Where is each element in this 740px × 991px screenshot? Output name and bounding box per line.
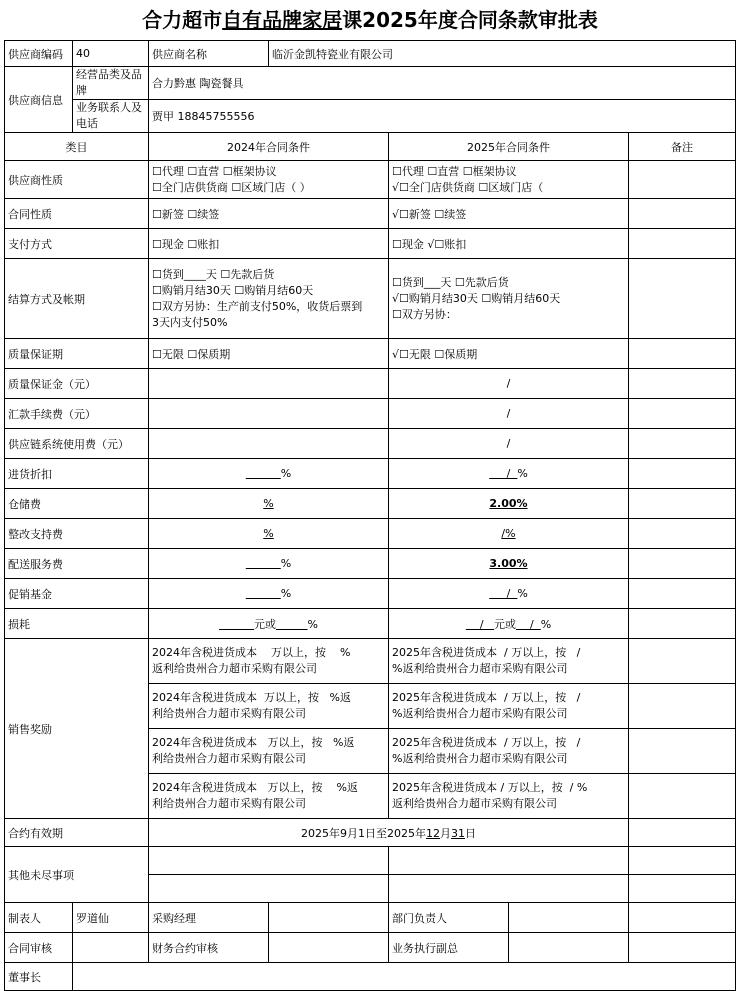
- remark-cell: [629, 369, 736, 399]
- header-2025: 2025年合同条件: [389, 133, 629, 161]
- dept-name: 自有品牌家居: [222, 8, 343, 32]
- remark-cell: [629, 229, 736, 259]
- delivery-2025: 3.00%: [389, 549, 629, 579]
- contact-phone: 贾甲 18845755556: [149, 100, 736, 133]
- supplier-code-label: 供应商编码: [5, 41, 73, 67]
- promo-2025: / %: [389, 579, 629, 609]
- remark-cell: [629, 609, 736, 639]
- promo-label: 促销基金: [5, 579, 149, 609]
- finance-review-sign: [269, 933, 389, 963]
- other-label: 其他未尽事项: [5, 847, 149, 903]
- preparer-name: 罗道仙: [73, 903, 149, 933]
- promo-2024: %: [149, 579, 389, 609]
- other-2024: [149, 847, 389, 875]
- remit-fee-2024: [149, 399, 389, 429]
- sales-reward-2024: 2024年含税进货成本 万以上，按 %返 利给贵州合力超市采购有限公司: [149, 774, 389, 819]
- remark-cell: [629, 819, 736, 847]
- warranty-2025: √☐无限 ☐保质期: [389, 339, 629, 369]
- sales-reward-2024: 2024年含税进货成本 万以上，按 %返 利给贵州合力超市采购有限公司: [149, 684, 389, 729]
- category-brand: 合力黔惠 陶瓷餐具: [149, 67, 736, 100]
- remark-cell: [629, 459, 736, 489]
- chairman-sign: [73, 963, 736, 991]
- preparer-label: 制表人: [5, 903, 73, 933]
- supplier-nature-2025: ☐代理 ☐直营 ☐框架协议 √☐全门店供货商 ☐区域门店（: [389, 161, 629, 199]
- remark-cell: [629, 429, 736, 459]
- contract-nature-label: 合同性质: [5, 199, 149, 229]
- buyer-manager-sign: [269, 903, 389, 933]
- blank-cell: [629, 933, 736, 963]
- supplier-name-label: 供应商名称: [149, 41, 269, 67]
- vp-label: 业务执行副总: [389, 933, 509, 963]
- form-title: 合力超市自有品牌家居课2025年度合同条款审批表: [142, 8, 598, 32]
- loss-label: 损耗: [5, 609, 149, 639]
- blank-cell: [629, 903, 736, 933]
- remark-cell: [629, 259, 736, 339]
- remark-cell: [629, 399, 736, 429]
- scm-fee-2025: /: [389, 429, 629, 459]
- remit-fee-2025: /: [389, 399, 629, 429]
- remark-cell: [629, 875, 736, 903]
- storage-2024: %: [149, 489, 389, 519]
- remark-cell: [629, 549, 736, 579]
- supplier-nature-label: 供应商性质: [5, 161, 149, 199]
- scm-fee-label: 供应链系统使用费（元）: [5, 429, 149, 459]
- validity-period: 2025年9月1日至2025年12月31日: [149, 819, 629, 847]
- discount-2025: / %: [389, 459, 629, 489]
- loss-2024: 元或 %: [149, 609, 389, 639]
- settlement-label: 结算方式及帐期: [5, 259, 149, 339]
- remark-cell: [629, 639, 736, 684]
- header-2024: 2024年合同条件: [149, 133, 389, 161]
- remark-cell: [629, 729, 736, 774]
- deposit-2025: /: [389, 369, 629, 399]
- supplier-info-label: 供应商信息: [5, 67, 73, 133]
- deposit-label: 质量保证金（元）: [5, 369, 149, 399]
- discount-2024: %: [149, 459, 389, 489]
- deposit-2024: [149, 369, 389, 399]
- warranty-label: 质量保证期: [5, 339, 149, 369]
- remark-cell: [629, 684, 736, 729]
- contact-label: 业务联系人及电话: [73, 100, 149, 133]
- finance-review-label: 财务合约审核: [149, 933, 269, 963]
- other-2025: [389, 847, 629, 875]
- category-brand-label: 经营品类及品牌: [73, 67, 149, 100]
- payment-label: 支付方式: [5, 229, 149, 259]
- remark-cell: [629, 339, 736, 369]
- validity-label: 合约有效期: [5, 819, 149, 847]
- delivery-label: 配送服务费: [5, 549, 149, 579]
- other-2025: [389, 875, 629, 903]
- remark-cell: [629, 489, 736, 519]
- payment-2025: ☐现金 √☐账扣: [389, 229, 629, 259]
- remark-cell: [629, 847, 736, 875]
- settlement-2024: ☐货到____天 ☐先款后货 ☐购销月结30天 ☐购销月结60天 ☐双方另协：生产前支付50%，收货后票到 3天内支付50%: [149, 259, 389, 339]
- contract-review-sign: [73, 933, 149, 963]
- contract-nature-2025: √☐新签 ☐续签: [389, 199, 629, 229]
- sales-reward-2024: 2024年含税进货成本 万以上，按 %返 利给贵州合力超市采购有限公司: [149, 729, 389, 774]
- scm-fee-2024: [149, 429, 389, 459]
- sales-reward-label: 销售奖励: [5, 639, 149, 819]
- rectify-label: 整改支持费: [5, 519, 149, 549]
- approval-table: [4, 40, 736, 991]
- remark-cell: [629, 199, 736, 229]
- settlement-2025: ☐货到___天 ☐先款后货 √☐购销月结30天 ☐购销月结60天 ☐双方另协：: [389, 259, 629, 339]
- contract-nature-2024: ☐新签 ☐续签: [149, 199, 389, 229]
- remit-fee-label: 汇款手续费（元）: [5, 399, 149, 429]
- dept-head-label: 部门负责人: [389, 903, 509, 933]
- remark-cell: [629, 161, 736, 199]
- delivery-2024: %: [149, 549, 389, 579]
- rectify-2025: /%: [389, 519, 629, 549]
- sales-reward-2025: 2025年含税进货成本 / 万以上，按 / % 返利给贵州合力超市采购有限公司: [389, 774, 629, 819]
- discount-label: 进货折扣: [5, 459, 149, 489]
- sales-reward-2024: 2024年含税进货成本 万以上，按 % 返利给贵州合力超市采购有限公司: [149, 639, 389, 684]
- sales-reward-2025: 2025年含税进货成本 / 万以上，按 / %返利给贵州合力超市采购有限公司: [389, 684, 629, 729]
- remark-cell: [629, 519, 736, 549]
- rectify-2024: %: [149, 519, 389, 549]
- remark-cell: [629, 579, 736, 609]
- supplier-nature-2024: ☐代理 ☐直营 ☐框架协议 ☐全门店供货商 ☐区域门店（ ）: [149, 161, 389, 199]
- supplier-code: 40: [73, 41, 149, 67]
- remark-cell: [629, 774, 736, 819]
- chairman-label: 董事长: [5, 963, 73, 991]
- storage-label: 仓储费: [5, 489, 149, 519]
- loss-2025: / 元或 / %: [389, 609, 629, 639]
- sales-reward-2025: 2025年含税进货成本 / 万以上，按 / %返利给贵州合力超市采购有限公司: [389, 729, 629, 774]
- storage-2025: 2.00%: [389, 489, 629, 519]
- warranty-2024: ☐无限 ☐保质期: [149, 339, 389, 369]
- sales-reward-2025: 2025年含税进货成本 / 万以上，按 / %返利给贵州合力超市采购有限公司: [389, 639, 629, 684]
- header-remark: 备注: [629, 133, 736, 161]
- header-category: 类目: [5, 133, 149, 161]
- payment-2024: ☐现金 ☐账扣: [149, 229, 389, 259]
- vp-sign: [509, 933, 629, 963]
- buyer-manager-label: 采购经理: [149, 903, 269, 933]
- dept-head-sign: [509, 903, 629, 933]
- other-2024: [149, 875, 389, 903]
- contract-review-label: 合同审核: [5, 933, 73, 963]
- supplier-name: 临沂金凯特瓷业有限公司: [269, 41, 736, 67]
